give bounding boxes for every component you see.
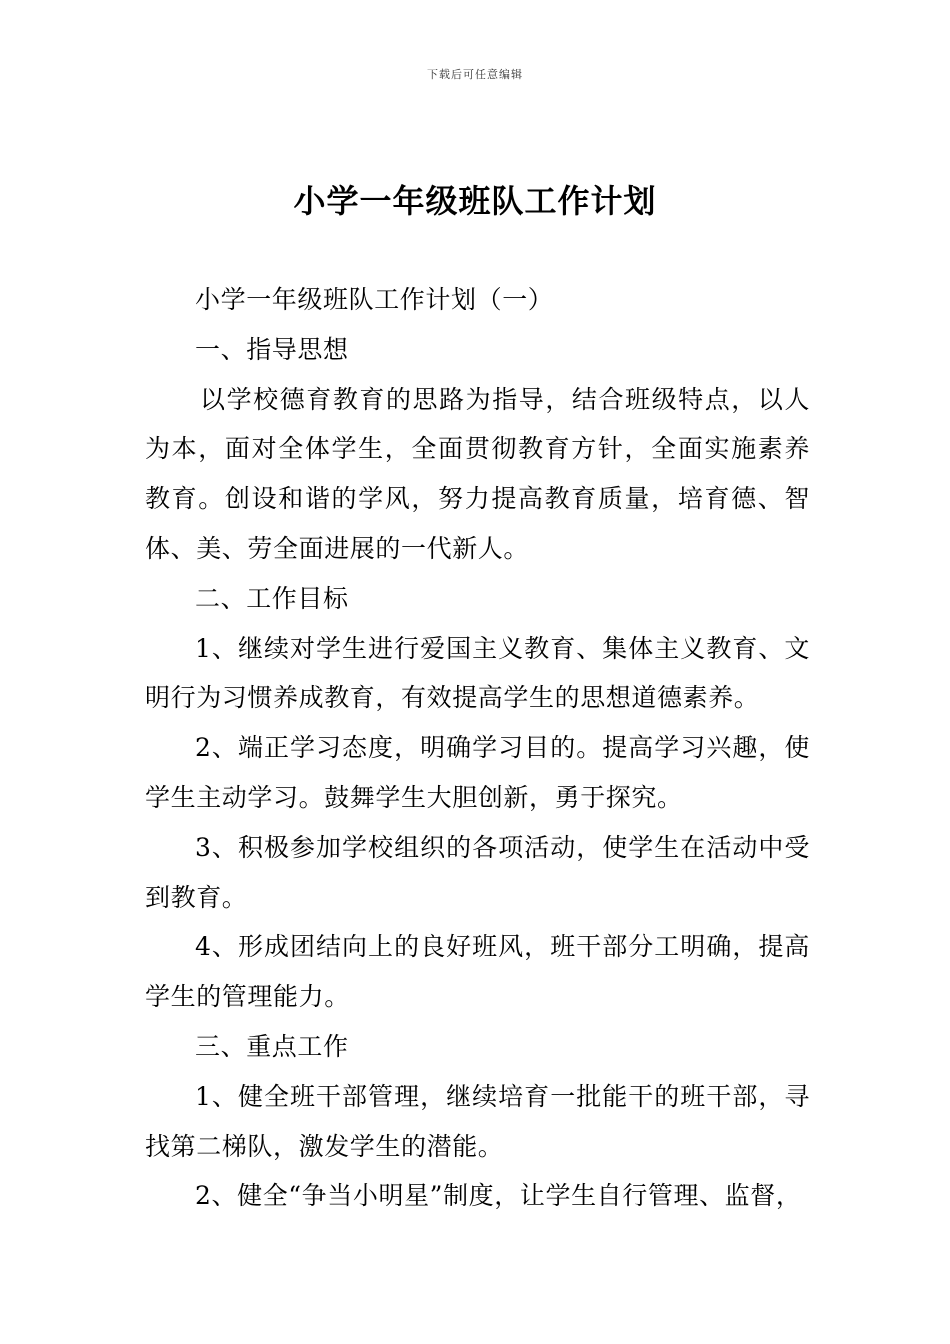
document-body [145, 275, 810, 1221]
section-heading-guiding-thought: 一、指导思想 [195, 334, 349, 364]
section-heading-key-work: 三、重点工作 [195, 1031, 349, 1061]
paragraph-guiding-thought: 以学校德育教育的思路为指导，结合班级特点，以人为本，面对全体学生，全面贯彻教育方针，全面实施素养教育。创设和谐的学风，努力提高教育质量，培育德、智体、美、劳全面进展的一代新人。 [145, 384, 810, 563]
document-title: 小学一年级班队工作计划 [293, 182, 657, 220]
section-heading-work-goals: 二、工作目标 [195, 583, 349, 613]
goal-item-2: 2、端正学习态度，明确学习目的。提高学习兴趣，使学生主动学习。鼓舞学生大胆创新，勇于探究。 [145, 733, 810, 812]
header-note: 下载后可任意编辑 [427, 68, 523, 81]
key-work-item-1: 1、健全班干部管理，继续培育一批能干的班干部，寻找第二梯队，激发学生的潜能。 [145, 1081, 810, 1161]
goal-item-4: 4、形成团结向上的良好班风，班干部分工明确，提高学生的管理能力。 [145, 932, 810, 1012]
goal-item-3: 3、积极参加学校组织的各项活动，使学生在活动中受到教育。 [145, 832, 810, 912]
plan-subtitle: 小学一年级班队工作计划（一） [195, 285, 554, 314]
goal-item-1: 1、继续对学生进行爱国主义教育、集体主义教育、文明行为习惯养成教育，有效提高学生的思想道德素养。 [145, 633, 810, 713]
key-work-item-2: 2、健全“争当小明星”制度，让学生自行管理、监督， [195, 1181, 802, 1211]
